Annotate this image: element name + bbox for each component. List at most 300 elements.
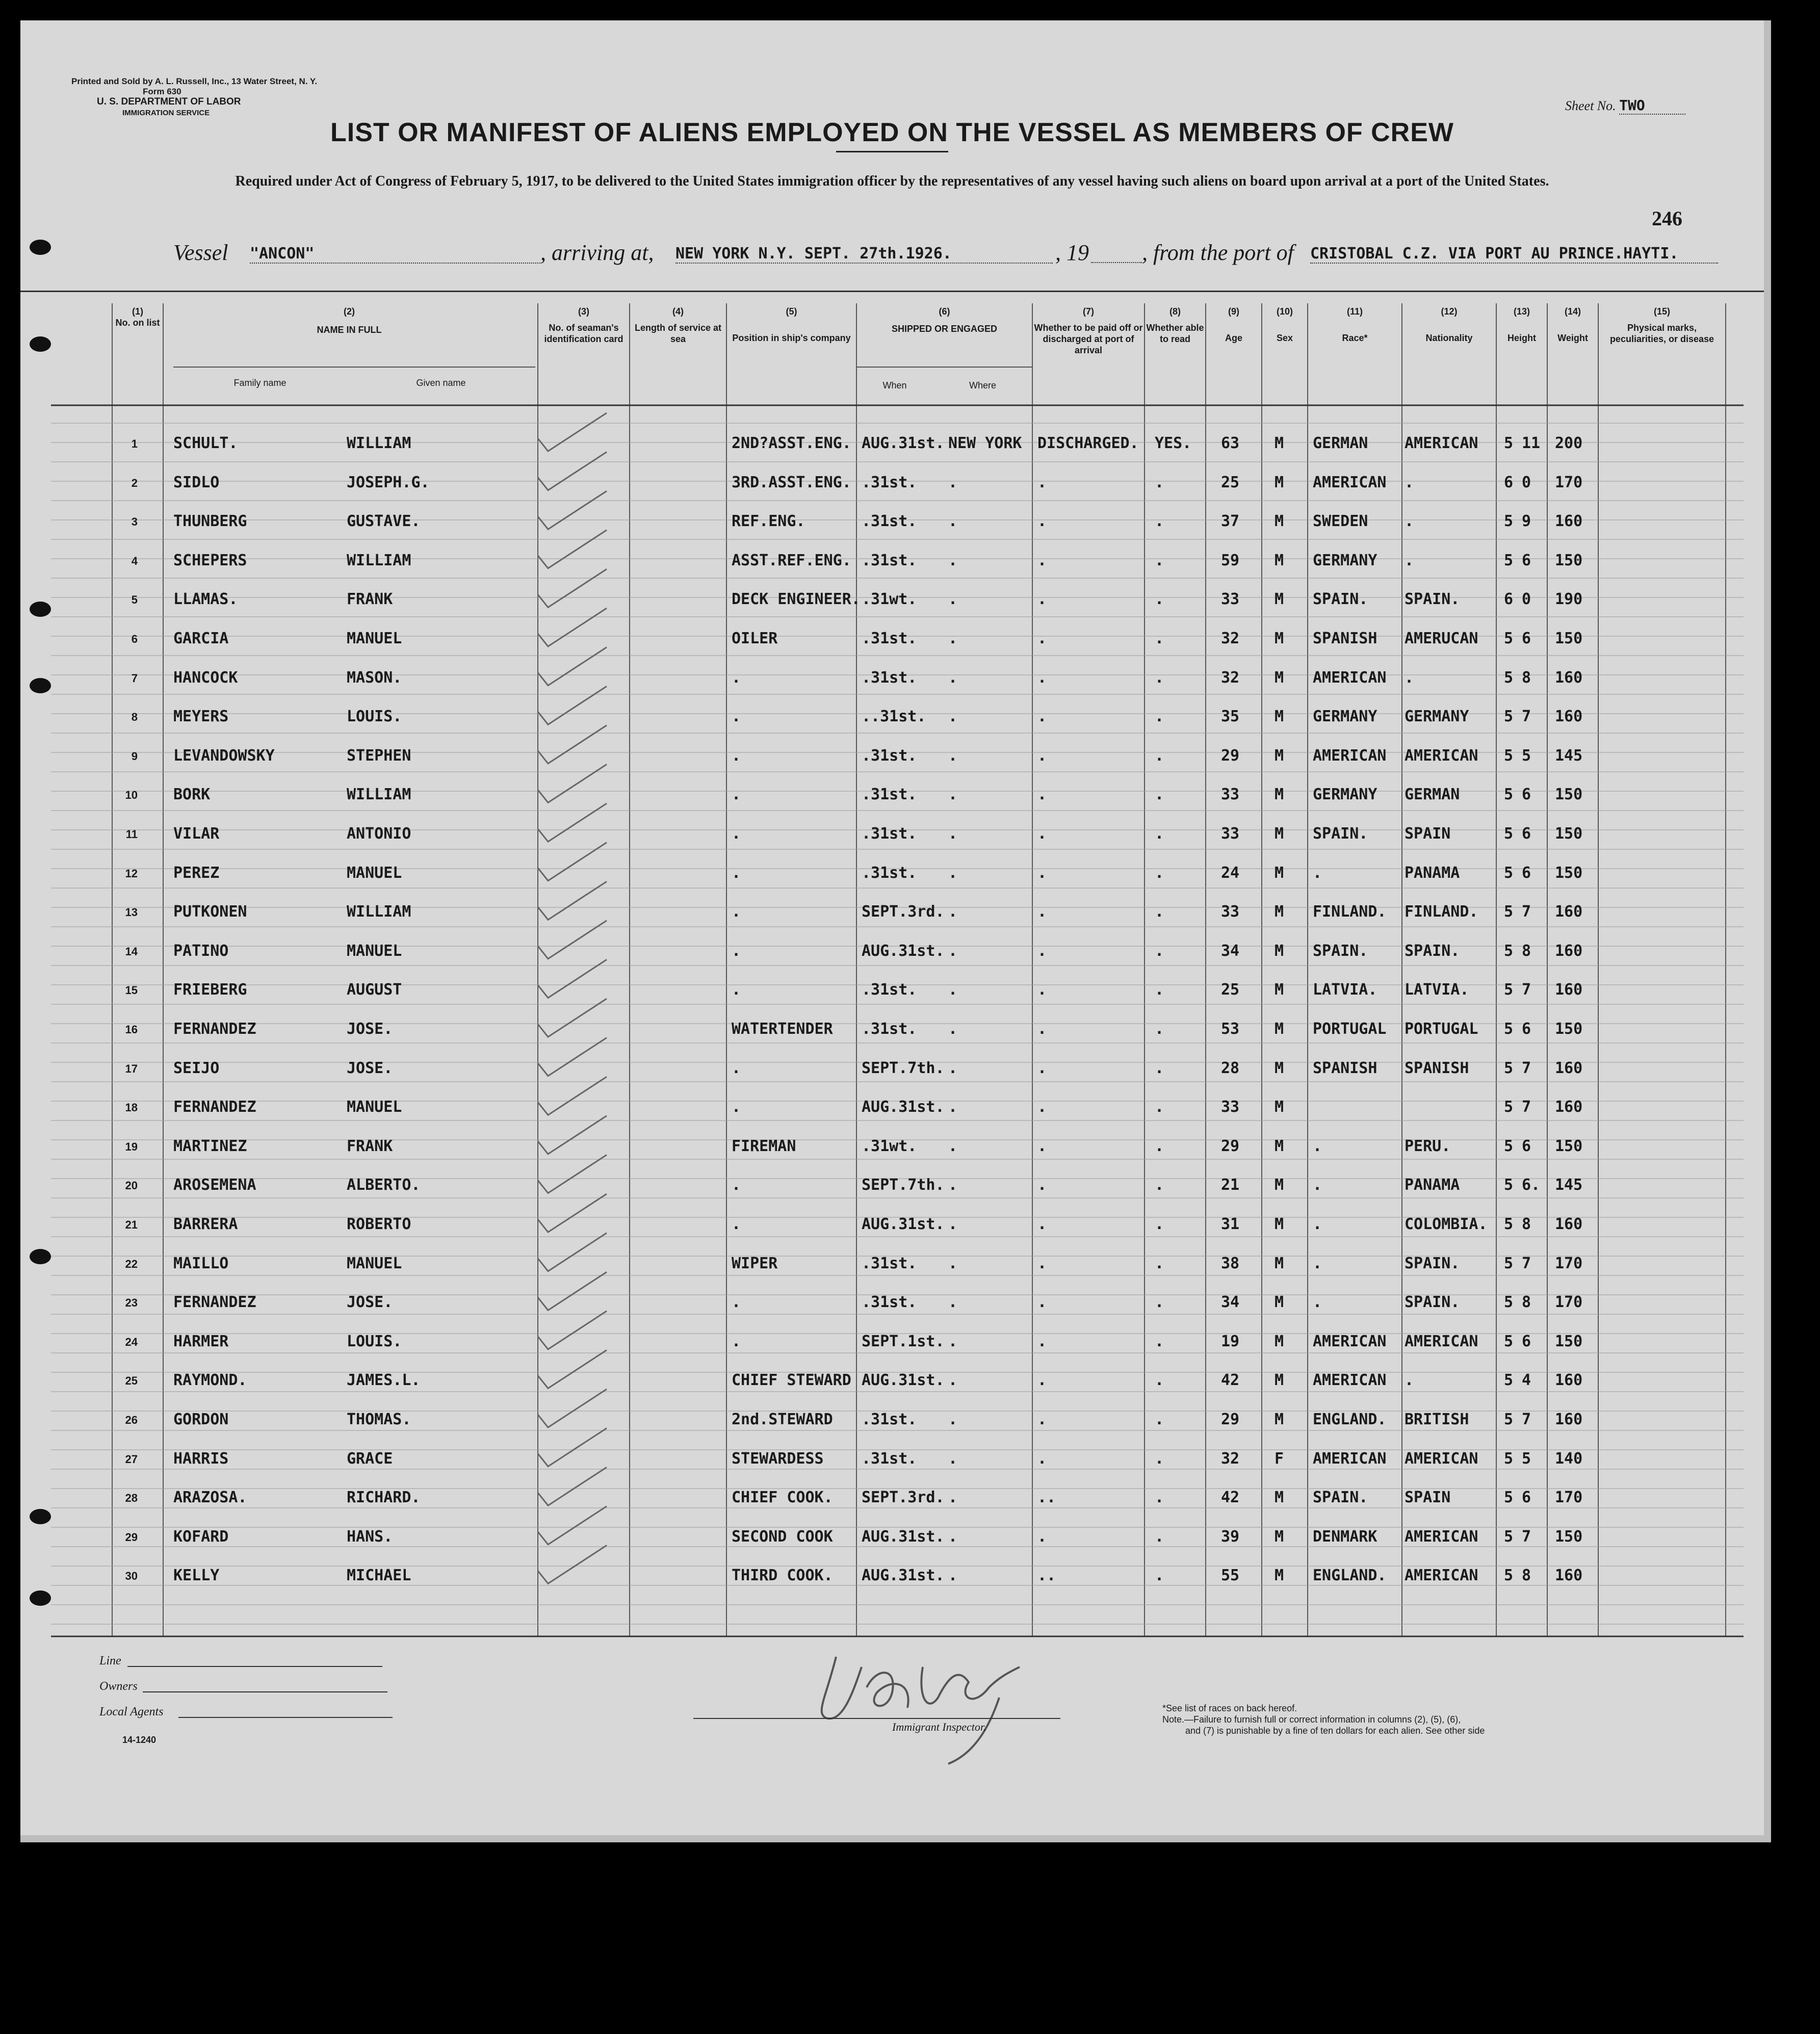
row-number: 15 bbox=[125, 984, 138, 997]
shipped-when: .31st. bbox=[862, 512, 917, 531]
shipped-where: . bbox=[948, 864, 958, 882]
able-to-read: . bbox=[1155, 1254, 1164, 1272]
weight: 150 bbox=[1555, 1332, 1583, 1350]
able-to-read: . bbox=[1155, 746, 1164, 765]
weight: 160 bbox=[1555, 903, 1583, 921]
position: REF.ENG. bbox=[732, 512, 805, 531]
row-number: 29 bbox=[125, 1530, 138, 1544]
height-feet: 5 bbox=[1504, 1215, 1514, 1233]
weight: 170 bbox=[1555, 1254, 1583, 1272]
weight: 160 bbox=[1555, 708, 1583, 726]
paid-off: .. bbox=[1037, 1567, 1056, 1585]
footer-line-label: Line bbox=[99, 1654, 121, 1667]
col-11-num: (11) bbox=[1346, 306, 1363, 317]
weight: 150 bbox=[1555, 1020, 1583, 1038]
arriving-value: NEW YORK N.Y. SEPT. 27th.1926. bbox=[675, 245, 1053, 264]
given-name: JOSE. bbox=[347, 1059, 393, 1077]
shipped-when: SEPT.1st. bbox=[862, 1332, 945, 1350]
shipped-where: . bbox=[948, 1293, 958, 1312]
nationality: AMERUCAN bbox=[1405, 630, 1478, 647]
shipped-when: .31st. bbox=[862, 1020, 917, 1038]
position: . bbox=[732, 668, 741, 687]
paid-off: . bbox=[1037, 1137, 1047, 1155]
col-10-num: (10) bbox=[1276, 306, 1293, 317]
shipped-when: .31st. bbox=[862, 630, 917, 647]
sex: M bbox=[1275, 942, 1284, 960]
weight: 160 bbox=[1555, 1059, 1583, 1077]
age: 59 bbox=[1221, 551, 1240, 569]
weight: 150 bbox=[1555, 825, 1583, 843]
height-inches: 6 bbox=[1522, 551, 1531, 569]
age: 38 bbox=[1221, 1254, 1240, 1272]
col-15-header bbox=[1598, 306, 1726, 345]
family-name: GARCIA bbox=[173, 630, 229, 647]
sex: M bbox=[1275, 1371, 1284, 1390]
race: . bbox=[1313, 1254, 1322, 1272]
paid-off: . bbox=[1037, 1332, 1047, 1350]
col-12-header bbox=[1402, 306, 1496, 344]
weight: 150 bbox=[1555, 1527, 1583, 1546]
nationality: SPANISH bbox=[1405, 1059, 1469, 1077]
binder-hole bbox=[30, 602, 51, 617]
position: ASST.REF.ENG. bbox=[732, 551, 851, 569]
height-inches: 7 bbox=[1522, 1254, 1531, 1272]
position: . bbox=[732, 746, 741, 765]
weight: 150 bbox=[1555, 786, 1583, 804]
sex: M bbox=[1275, 590, 1284, 609]
check-mark bbox=[538, 1116, 607, 1154]
paid-off: . bbox=[1037, 1371, 1047, 1390]
sex: M bbox=[1275, 668, 1284, 687]
col-5-header bbox=[726, 306, 856, 344]
arriving-label: , arriving at, bbox=[540, 240, 654, 265]
paid-off: . bbox=[1037, 630, 1047, 647]
able-to-read: . bbox=[1155, 942, 1164, 960]
height-inches: 8 bbox=[1522, 1293, 1531, 1312]
race: . bbox=[1313, 1215, 1322, 1233]
race: AMERICAN bbox=[1313, 1332, 1387, 1350]
position: CHIEF COOK. bbox=[732, 1489, 833, 1507]
given-name: JAMES.L. bbox=[347, 1371, 421, 1390]
family-name: SCHULT. bbox=[173, 434, 238, 452]
given-name: MANUEL bbox=[347, 1098, 402, 1116]
paid-off: . bbox=[1037, 1098, 1047, 1116]
family-name-header: Family name bbox=[233, 378, 287, 388]
age: 24 bbox=[1221, 864, 1240, 882]
height-inches: 6 bbox=[1522, 1137, 1531, 1155]
family-name: KOFARD bbox=[173, 1527, 229, 1546]
race: SPAIN. bbox=[1313, 1489, 1368, 1507]
shipped-when: .31st. bbox=[862, 746, 917, 765]
shipped-where: . bbox=[948, 903, 958, 921]
paid-off: .. bbox=[1037, 1489, 1056, 1507]
position: . bbox=[732, 1098, 741, 1116]
position: . bbox=[732, 942, 741, 960]
page-subtitle: Required under Act of Congress of February 5, 1917, to be delivered to the United States immigration officer by the representatives of any vessel having such aliens on board upon arrival at a port of the United States. bbox=[235, 173, 1549, 189]
weight: 145 bbox=[1555, 1176, 1583, 1194]
able-to-read: . bbox=[1155, 1567, 1164, 1585]
family-name: FERNANDEZ bbox=[173, 1098, 256, 1116]
weight: 160 bbox=[1555, 1371, 1583, 1390]
paid-off: . bbox=[1037, 942, 1047, 960]
col-2-label: NAME IN FULL bbox=[317, 325, 382, 335]
height-inches: 9 bbox=[1522, 512, 1531, 531]
family-name: HARMER bbox=[173, 1332, 229, 1350]
sex: M bbox=[1275, 473, 1284, 491]
shipped-when: SEPT.3rd. bbox=[862, 1489, 945, 1507]
check-mark bbox=[538, 881, 607, 920]
position: . bbox=[732, 708, 741, 726]
able-to-read: . bbox=[1155, 1371, 1164, 1390]
shipped-where: . bbox=[948, 1098, 958, 1116]
given-name: MANUEL bbox=[347, 630, 402, 647]
weight: 170 bbox=[1555, 1489, 1583, 1507]
height-inches: 0 bbox=[1522, 590, 1531, 609]
given-name: FRANK bbox=[347, 1137, 393, 1155]
age: 42 bbox=[1221, 1489, 1240, 1507]
nationality: AMERICAN bbox=[1405, 1527, 1478, 1546]
col-9-num: (9) bbox=[1228, 306, 1239, 317]
height-feet: 6 bbox=[1504, 590, 1514, 609]
weight: 190 bbox=[1555, 590, 1583, 609]
age: 25 bbox=[1221, 473, 1240, 491]
height-feet: 5 bbox=[1504, 1176, 1514, 1194]
age: 19 bbox=[1221, 1332, 1240, 1350]
given-name-header: Given name bbox=[416, 378, 466, 388]
age: 34 bbox=[1221, 1293, 1240, 1312]
able-to-read: . bbox=[1155, 1176, 1164, 1194]
height-feet: 5 bbox=[1504, 903, 1514, 921]
shipped-when: .31st. bbox=[862, 864, 917, 882]
family-name: PUTKONEN bbox=[173, 903, 247, 921]
height-inches: 6 bbox=[1522, 630, 1531, 647]
sex: M bbox=[1275, 434, 1284, 452]
race: DENMARK bbox=[1313, 1527, 1377, 1546]
race: . bbox=[1313, 1176, 1322, 1194]
col-2-num: (2) bbox=[344, 306, 355, 317]
binder-hole bbox=[30, 678, 51, 693]
check-mark bbox=[538, 1272, 607, 1310]
paid-off: . bbox=[1037, 512, 1047, 531]
age: 55 bbox=[1221, 1567, 1240, 1585]
able-to-read: . bbox=[1155, 1449, 1164, 1468]
row-number: 9 bbox=[131, 749, 138, 763]
able-to-read: . bbox=[1155, 1489, 1164, 1507]
from-label: , from the port of bbox=[1142, 240, 1294, 265]
row-number: 22 bbox=[125, 1257, 138, 1270]
col-13-num: (13) bbox=[1513, 306, 1530, 317]
inspector-rule bbox=[693, 1718, 1060, 1719]
race: FINLAND. bbox=[1313, 903, 1387, 921]
shipped-where: . bbox=[948, 1567, 958, 1585]
row-number: 17 bbox=[125, 1062, 138, 1075]
paid-off: . bbox=[1037, 1527, 1047, 1546]
family-name: KELLY bbox=[173, 1567, 220, 1585]
shipped-when: AUG.31st. bbox=[862, 434, 945, 452]
height-inches: 7 bbox=[1522, 1527, 1531, 1546]
nationality: . bbox=[1405, 473, 1414, 491]
height-feet: 5 bbox=[1504, 551, 1514, 569]
col-1-num: (1) bbox=[132, 306, 143, 317]
given-name: THOMAS. bbox=[347, 1411, 411, 1428]
binder-hole bbox=[30, 240, 51, 255]
paid-off: . bbox=[1037, 981, 1047, 999]
check-mark bbox=[538, 764, 607, 802]
col-11-label: Race* bbox=[1342, 333, 1368, 343]
col-6-header bbox=[856, 306, 1032, 334]
row-number: 5 bbox=[131, 593, 138, 607]
paid-off: . bbox=[1037, 746, 1047, 765]
row-number: 30 bbox=[125, 1570, 138, 1583]
shipped-where: . bbox=[948, 551, 958, 569]
race: . bbox=[1313, 1293, 1322, 1312]
col-14-num: (14) bbox=[1564, 306, 1581, 317]
sex: M bbox=[1275, 1567, 1284, 1585]
weight: 160 bbox=[1555, 1098, 1583, 1116]
position: . bbox=[732, 1215, 741, 1233]
age: 31 bbox=[1221, 1215, 1240, 1233]
race: AMERICAN bbox=[1313, 473, 1387, 491]
able-to-read: . bbox=[1155, 903, 1164, 921]
shipped-when: .31st. bbox=[862, 825, 917, 843]
shipped-when: SEPT.7th. bbox=[862, 1176, 945, 1194]
shipped-where: . bbox=[948, 942, 958, 960]
weight: 150 bbox=[1555, 630, 1583, 647]
height-inches: 8 bbox=[1522, 1567, 1531, 1585]
row-number: 10 bbox=[125, 789, 138, 802]
family-name: THUNBERG bbox=[173, 512, 247, 531]
col-3-header bbox=[538, 306, 630, 345]
nationality: FINLAND. bbox=[1405, 903, 1478, 921]
row-number: 16 bbox=[125, 1023, 138, 1036]
binder-hole bbox=[30, 336, 51, 352]
service-label: IMMIGRATION SERVICE bbox=[122, 109, 210, 117]
able-to-read: . bbox=[1155, 825, 1164, 843]
age: 33 bbox=[1221, 1098, 1240, 1116]
check-mark bbox=[538, 1467, 607, 1505]
col-11-header bbox=[1308, 306, 1402, 344]
nationality: AMERICAN bbox=[1405, 1332, 1478, 1350]
age: 39 bbox=[1221, 1527, 1240, 1546]
nationality: PANAMA bbox=[1405, 1176, 1460, 1194]
row-number: 14 bbox=[125, 945, 138, 958]
race: SWEDEN bbox=[1313, 512, 1368, 531]
age: 32 bbox=[1221, 668, 1240, 687]
sex: M bbox=[1275, 825, 1284, 843]
col-9-label: Age bbox=[1225, 333, 1242, 343]
family-name: FRIEBERG bbox=[173, 981, 247, 999]
able-to-read: . bbox=[1155, 1059, 1164, 1077]
shipped-when: ..31st. bbox=[862, 708, 926, 726]
check-mark bbox=[538, 452, 607, 490]
paid-off: . bbox=[1037, 1059, 1047, 1077]
row-number: 4 bbox=[131, 554, 138, 567]
shipped-where: . bbox=[948, 1215, 958, 1233]
check-mark bbox=[538, 1428, 607, 1467]
footer-agents-blank bbox=[178, 1717, 393, 1718]
given-name: RICHARD. bbox=[347, 1489, 421, 1507]
nationality: PERU. bbox=[1405, 1137, 1451, 1155]
shipped-where: . bbox=[948, 1059, 958, 1077]
able-to-read: . bbox=[1155, 1527, 1164, 1546]
nationality: LATVIA. bbox=[1405, 981, 1469, 999]
race: AMERICAN bbox=[1313, 1371, 1387, 1390]
height-inches: 5 bbox=[1522, 1449, 1531, 1468]
nationality: PANAMA bbox=[1405, 864, 1460, 882]
given-name: JOSEPH.G. bbox=[347, 473, 430, 491]
given-name: FRANK bbox=[347, 590, 393, 609]
given-name: WILLIAM bbox=[347, 434, 411, 452]
form-number: Form 630 bbox=[143, 87, 181, 96]
position: . bbox=[732, 786, 741, 804]
paid-off: . bbox=[1037, 590, 1047, 609]
sex: M bbox=[1275, 786, 1284, 804]
age: 21 bbox=[1221, 1176, 1240, 1194]
sex: M bbox=[1275, 1254, 1284, 1272]
given-name: WILLIAM bbox=[347, 903, 411, 921]
height-feet: 5 bbox=[1504, 1020, 1514, 1038]
race: GERMAN bbox=[1313, 434, 1368, 452]
position: DECK ENGINEER. bbox=[732, 590, 861, 609]
shipped-when: AUG.31st. bbox=[862, 1098, 945, 1116]
col-7-header bbox=[1032, 306, 1145, 356]
position: OILER bbox=[732, 630, 778, 647]
sheet-value: TWO bbox=[1619, 97, 1685, 115]
sex: M bbox=[1275, 746, 1284, 765]
family-name: LLAMAS. bbox=[173, 590, 238, 609]
able-to-read: . bbox=[1155, 630, 1164, 647]
col-4-label: Length of service at sea bbox=[634, 323, 722, 344]
height-inches: 6 bbox=[1522, 825, 1531, 843]
shipped-where: . bbox=[948, 1411, 958, 1428]
row-number: 21 bbox=[125, 1218, 138, 1231]
race: LATVIA. bbox=[1313, 981, 1377, 999]
col-3-num: (3) bbox=[578, 306, 589, 317]
paid-off: DISCHARGED. bbox=[1037, 434, 1139, 452]
race: SPAIN. bbox=[1313, 942, 1368, 960]
check-mark bbox=[538, 1545, 607, 1583]
sex: M bbox=[1275, 630, 1284, 647]
race: ENGLAND. bbox=[1313, 1411, 1387, 1428]
sex: M bbox=[1275, 551, 1284, 569]
col-8-header bbox=[1145, 306, 1206, 345]
paid-off: . bbox=[1037, 708, 1047, 726]
age: 32 bbox=[1221, 630, 1240, 647]
shipped-where-header: Where bbox=[969, 380, 996, 390]
weight: 140 bbox=[1555, 1449, 1583, 1468]
paid-off: . bbox=[1037, 903, 1047, 921]
age: 35 bbox=[1221, 708, 1240, 726]
sex: M bbox=[1275, 1411, 1284, 1428]
given-name: LOUIS. bbox=[347, 1332, 402, 1350]
shipped-when: .31st. bbox=[862, 1293, 917, 1312]
position: . bbox=[732, 1176, 741, 1194]
sex: M bbox=[1275, 903, 1284, 921]
row-number: 26 bbox=[125, 1414, 138, 1426]
paid-off: . bbox=[1037, 1411, 1047, 1428]
races-note: *See list of races on back hereof. bbox=[1162, 1703, 1297, 1713]
paid-off: . bbox=[1037, 1449, 1047, 1468]
check-mark bbox=[538, 569, 607, 607]
check-mark bbox=[538, 686, 607, 724]
shipped-when-header: When bbox=[882, 380, 907, 390]
age: 28 bbox=[1221, 1059, 1240, 1077]
col-12-label: Nationality bbox=[1425, 333, 1473, 343]
given-name: JOSE. bbox=[347, 1020, 393, 1038]
check-mark bbox=[538, 921, 607, 959]
position: . bbox=[732, 864, 741, 882]
able-to-read: . bbox=[1155, 708, 1164, 726]
age: 42 bbox=[1221, 1371, 1240, 1390]
given-name: JOSE. bbox=[347, 1293, 393, 1312]
nationality: GERMAN bbox=[1405, 786, 1460, 804]
height-feet: 5 bbox=[1504, 1254, 1514, 1272]
family-name: PATINO bbox=[173, 942, 229, 960]
row-number: 1 bbox=[131, 437, 138, 450]
family-name: RAYMOND. bbox=[173, 1371, 247, 1390]
col-15-label: Physical marks, peculiarities, or disease bbox=[1609, 323, 1714, 344]
race: . bbox=[1313, 864, 1322, 882]
given-name: GUSTAVE. bbox=[347, 512, 421, 531]
age: 53 bbox=[1221, 1020, 1240, 1038]
age: 29 bbox=[1221, 746, 1240, 765]
given-name: AUGUST bbox=[347, 981, 402, 999]
nationality: COLOMBIA. bbox=[1405, 1215, 1488, 1233]
age: 25 bbox=[1221, 981, 1240, 999]
weight: 150 bbox=[1555, 551, 1583, 569]
col-13-header bbox=[1496, 306, 1547, 344]
weight: 160 bbox=[1555, 512, 1583, 531]
family-name: HANCOCK bbox=[173, 668, 238, 687]
check-mark bbox=[538, 1233, 607, 1271]
given-name: MANUEL bbox=[347, 1254, 402, 1272]
race: AMERICAN bbox=[1313, 668, 1387, 687]
shipped-where: . bbox=[948, 1176, 958, 1194]
position: . bbox=[732, 903, 741, 921]
weight: 160 bbox=[1555, 1411, 1583, 1428]
position: . bbox=[732, 1332, 741, 1350]
shipped-where: . bbox=[948, 708, 958, 726]
position: . bbox=[732, 1059, 741, 1077]
check-mark bbox=[538, 608, 607, 646]
paid-off: . bbox=[1037, 551, 1047, 569]
family-name: MARTINEZ bbox=[173, 1137, 247, 1155]
height-inches: 6 bbox=[1522, 1020, 1531, 1038]
height-feet: 5 bbox=[1504, 981, 1514, 999]
age: 34 bbox=[1221, 942, 1240, 960]
shipped-where: . bbox=[948, 746, 958, 765]
shipped-when: .31st. bbox=[862, 1449, 917, 1468]
shipped-when: .31st. bbox=[862, 551, 917, 569]
height-inches: 6 bbox=[1522, 864, 1531, 882]
weight: 160 bbox=[1555, 1215, 1583, 1233]
sex: M bbox=[1275, 1020, 1284, 1038]
height-inches: 7 bbox=[1522, 708, 1531, 726]
age: 37 bbox=[1221, 512, 1240, 531]
row-number: 3 bbox=[131, 515, 138, 529]
check-mark bbox=[538, 843, 607, 881]
check-mark bbox=[538, 725, 607, 764]
row-number: 24 bbox=[125, 1335, 138, 1348]
height-inches: 11 bbox=[1522, 434, 1541, 452]
race: AMERICAN bbox=[1313, 746, 1387, 765]
height-inches: 7 bbox=[1522, 981, 1531, 999]
weight: 150 bbox=[1555, 864, 1583, 882]
page-number: 246 bbox=[1652, 207, 1682, 230]
sex: M bbox=[1275, 864, 1284, 882]
shipped-where: NEW YORK bbox=[948, 434, 1022, 452]
col-9-header bbox=[1206, 306, 1262, 344]
